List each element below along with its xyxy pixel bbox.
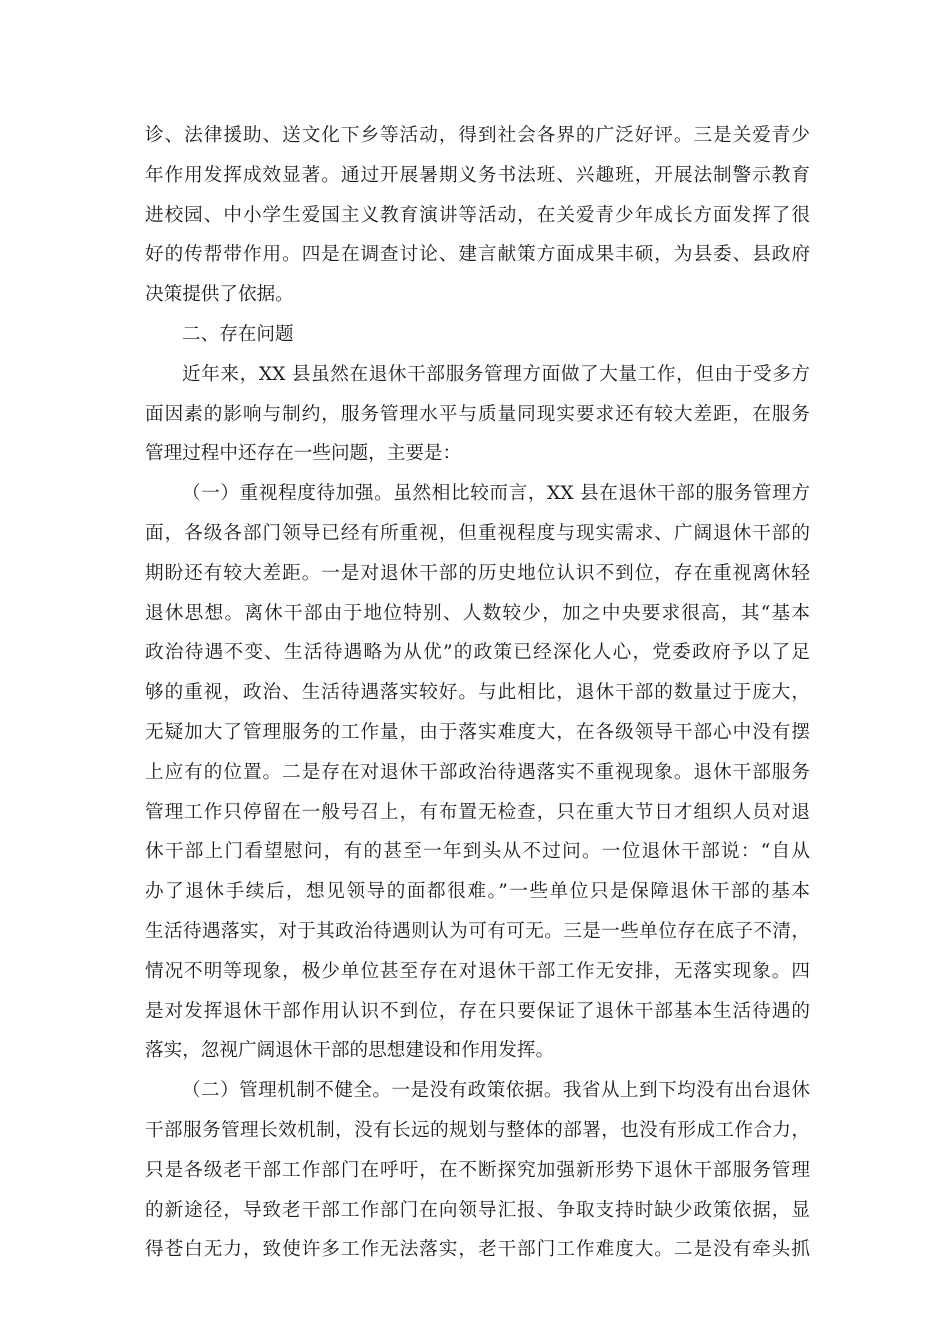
- text-line: 管理工作只停留在一般号召上，有布置无检查，只在重大节日才组织人员对退: [145, 801, 810, 823]
- text-line: 办了退休手续后，想见领导的面都很难。”一些单位只是保障退休干部的基本: [145, 881, 810, 903]
- text-line: 情况不明等现象，极少单位甚至存在对退休干部工作无安排，无落实现象。四: [145, 960, 810, 982]
- text-line: 决策提供了依据。: [145, 284, 294, 306]
- text-line: 面因素的影响与制约，服务管理水平与质量同现实要求还有较大差距，在服务: [145, 403, 810, 425]
- text-line: 政治待遇不变、生活待遇略为从优”的政策已经深化人心，党委政府予以了足: [145, 642, 810, 664]
- text-line: 退休思想。离休干部由于地位特别、人数较少，加之中央要求很高，其“基本: [145, 602, 810, 624]
- text-line: 上应有的位置。二是存在对退休干部政治待遇落实不重视现象。退休干部服务: [145, 761, 810, 783]
- text-line: 面，各级各部门领导已经有所重视，但重视程度与现实需求、广阔退休干部的: [145, 522, 810, 544]
- text-line: 进校园、中小学生爱国主义教育演讲等活动，在关爱青少年成长方面发挥了很: [145, 204, 810, 226]
- text-line: 得苍白无力，致使许多工作无法落实，老干部门工作难度大。二是没有牵头抓: [145, 1239, 810, 1261]
- text-line: 的新途径，导致老干部工作部门在向领导汇报、争取支持时缺少政策依据，显: [145, 1199, 810, 1221]
- text-line: 管理过程中还存在一些问题，主要是：: [145, 443, 462, 465]
- text-line: 无疑加大了管理服务的工作量，由于落实难度大，在各级领导干部心中没有摆: [145, 721, 810, 743]
- document-body: [145, 116, 810, 1270]
- text-line: （一）重视程度待加强。虽然相比较而言，XX 县在退休干部的服务管理方: [182, 483, 810, 505]
- text-line: 期盼还有较大差距。一是对退休干部的历史地位认识不到位，存在重视离休轻: [145, 562, 810, 584]
- text-line: 好的传帮带作用。四是在调查讨论、建言献策方面成果丰硕，为县委、县政府: [145, 244, 810, 266]
- text-line: 休干部上门看望慰问，有的甚至一年到头从不过问。一位退休干部说：“自从: [145, 841, 810, 863]
- text-line: （二）管理机制不健全。一是没有政策依据。我省从上到下均没有出台退休: [182, 1080, 810, 1102]
- text-line: 二、存在问题: [182, 323, 294, 345]
- text-line: 是对发挥退休干部作用认识不到位，存在只要保证了退休干部基本生活待遇的: [145, 1000, 810, 1022]
- text-line: 年作用发挥成效显著。通过开展暑期义务书法班、兴趣班，开展法制警示教育: [145, 164, 810, 186]
- text-line: 诊、法律援助、送文化下乡等活动，得到社会各界的广泛好评。三是关爱青少: [145, 125, 810, 146]
- text-line: 生活待遇落实，对于其政治待遇则认为可有可无。三是一些单位存在底子不清，: [145, 920, 810, 942]
- text-line: 够的重视，政治、生活待遇落实较好。与此相比，退休干部的数量过于庞大，: [145, 682, 810, 704]
- text-line: 只是各级老干部工作部门在呼吁，在不断探究加强新形势下退休干部服务管理: [145, 1159, 810, 1181]
- text-line: 落实，忽视广阔退休干部的思想建设和作用发挥。: [145, 1040, 555, 1062]
- text-line: 近年来，XX 县虽然在退休干部服务管理方面做了大量工作，但由于受多方: [182, 363, 810, 385]
- text-line: 干部服务管理长效机制，没有长远的规划与整体的部署，也没有形成工作合力，: [145, 1119, 810, 1141]
